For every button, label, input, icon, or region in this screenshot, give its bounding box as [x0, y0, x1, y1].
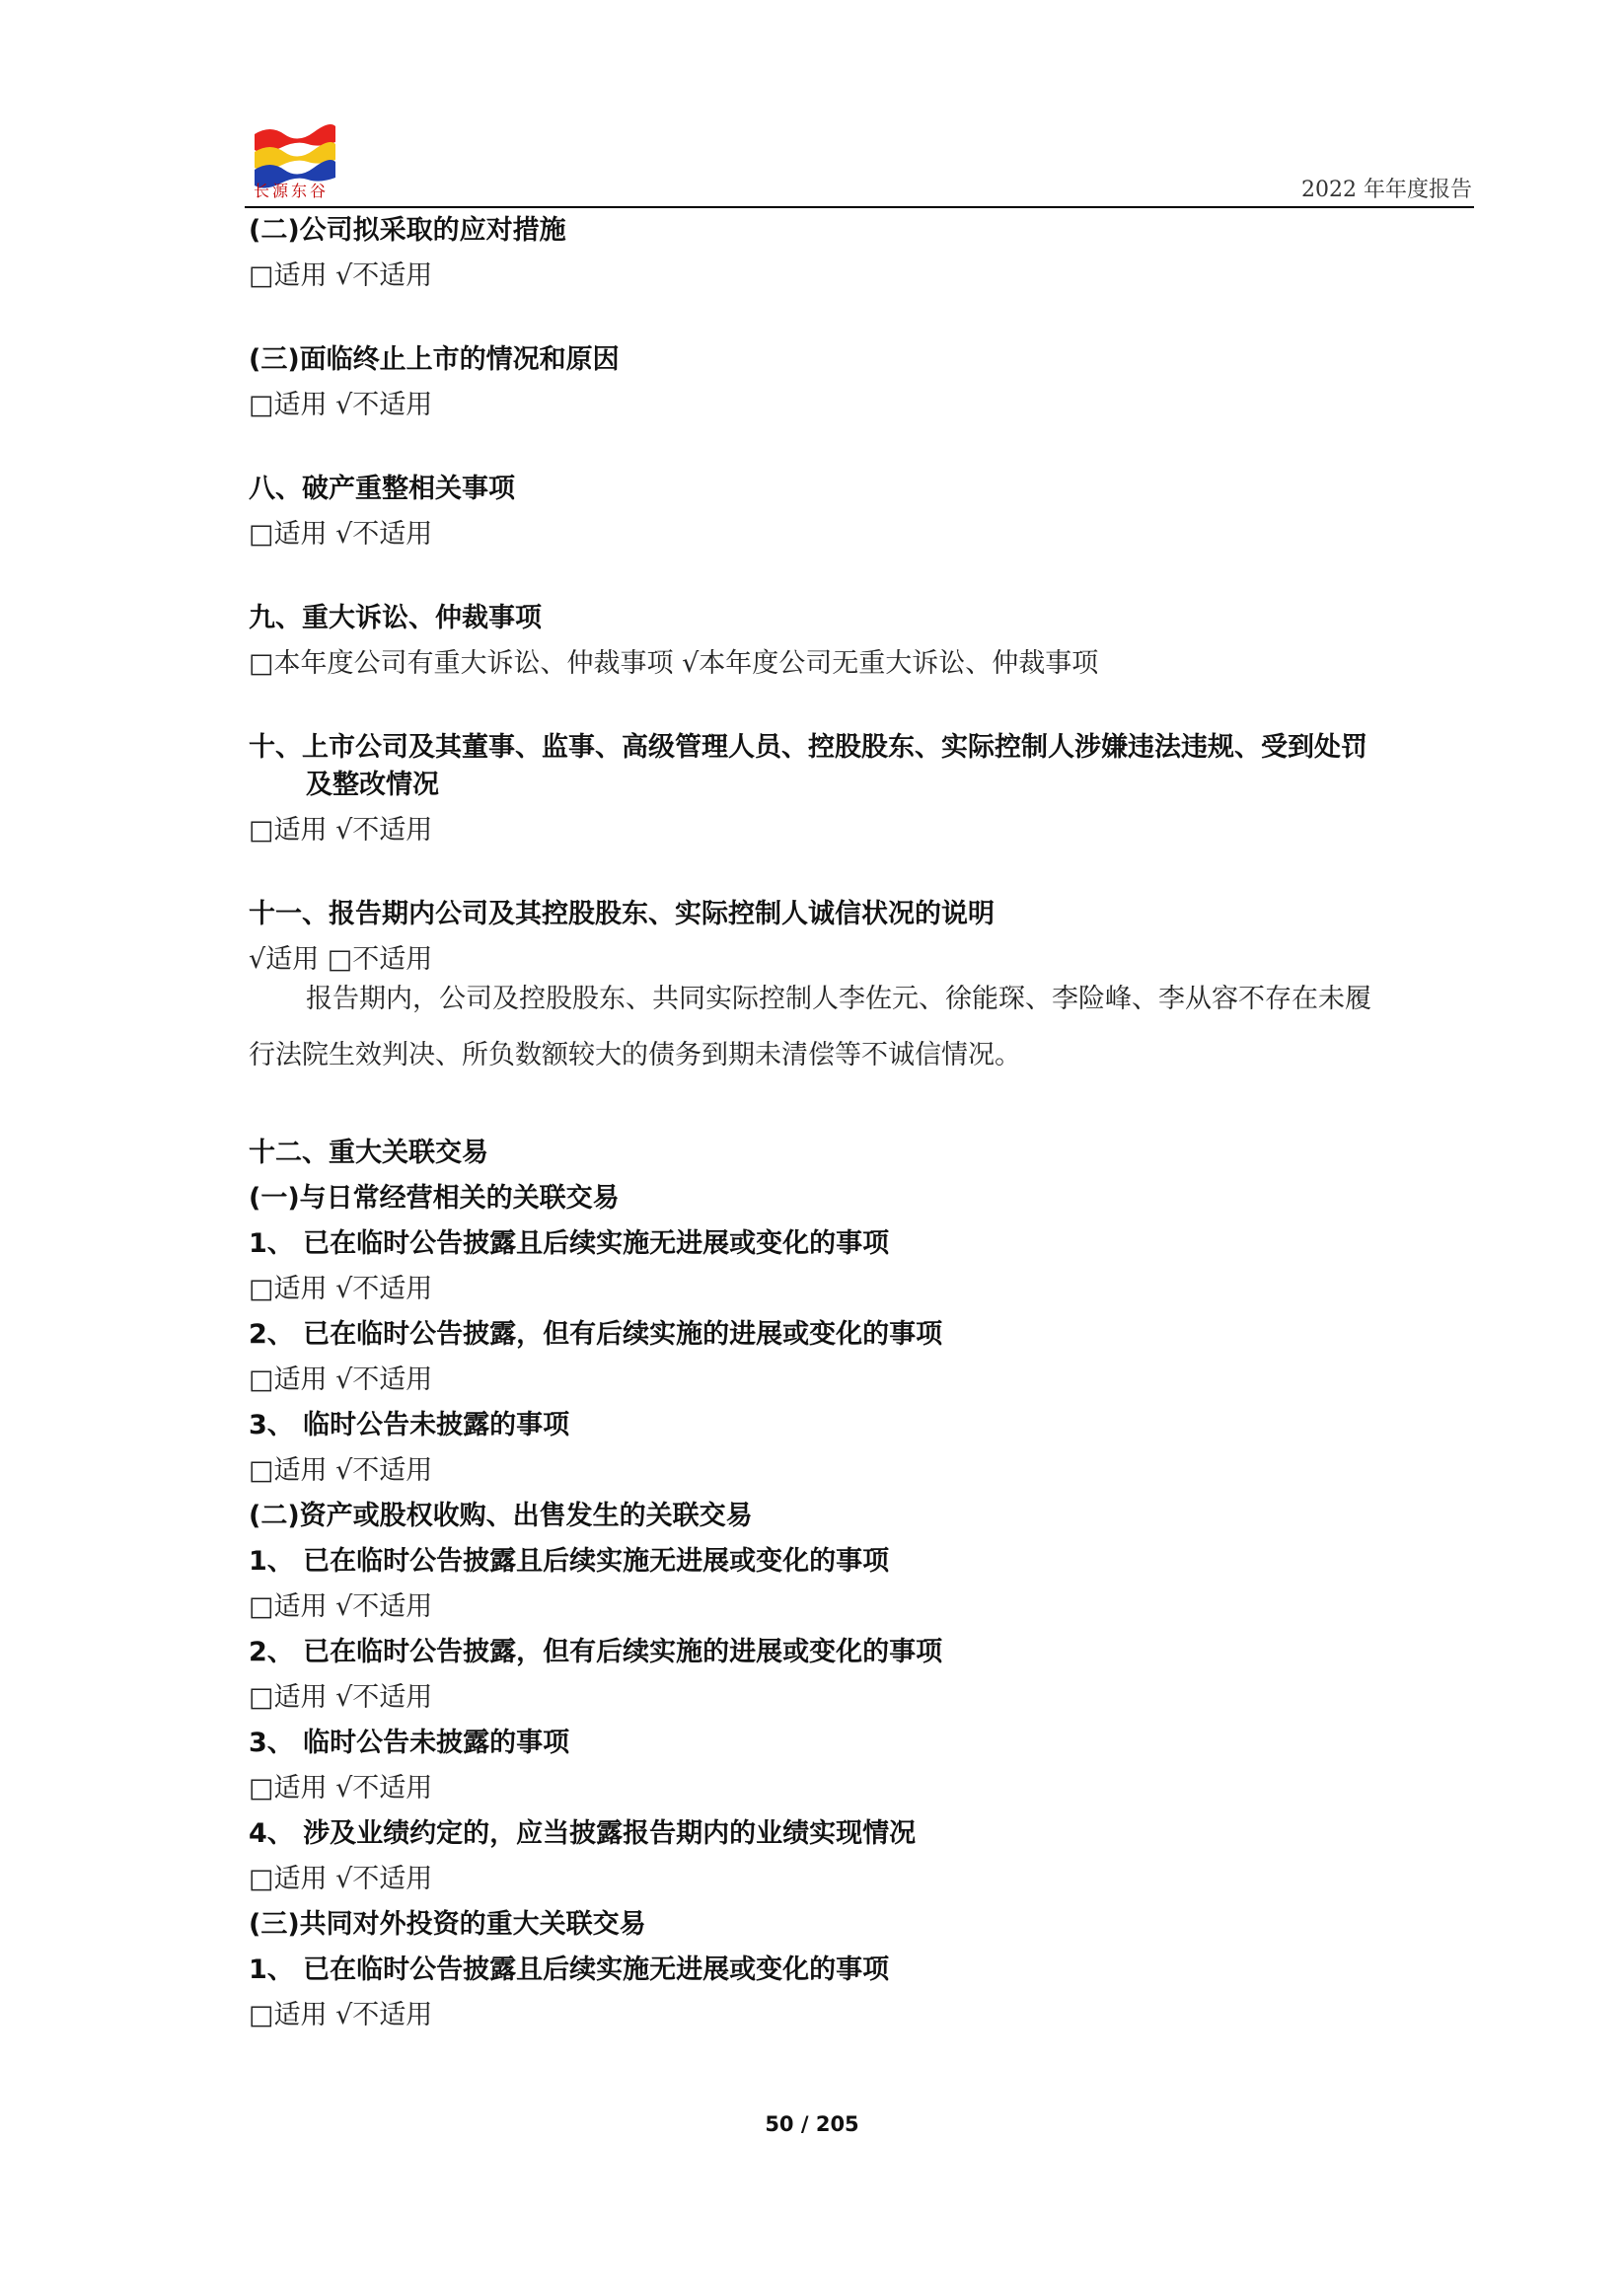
- applicability-option: □适用 √不适用: [249, 1364, 433, 1395]
- section-heading: 十、上市公司及其董事、监事、高级管理人员、控股股东、实际控制人涉嫌违法违规、受到处罚: [249, 732, 1367, 763]
- section-heading: 十一、报告期内公司及其控股股东、实际控制人诚信状况的说明: [249, 899, 995, 929]
- item-heading: 1、 已在临时公告披露且后续实施无进展或变化的事项: [249, 1228, 890, 1259]
- applicability-option: □适用 √不适用: [249, 1591, 433, 1622]
- section-heading: 九、重大诉讼、仲裁事项: [249, 603, 542, 633]
- body-paragraph: 行法院生效判决、所负数额较大的债务到期未清偿等不诚信情况。: [249, 1040, 1021, 1070]
- logo-text: 长源东谷: [254, 182, 330, 200]
- applicability-option: □适用 √不适用: [249, 390, 433, 420]
- subsection-heading: (二)资产或股权收购、出售发生的关联交易: [249, 1501, 753, 1531]
- body-paragraph: 报告期内，公司及控股股东、共同实际控制人李佐元、徐能琛、李险峰、李从容不存在未履: [306, 984, 1371, 1014]
- applicability-option: □适用 √不适用: [249, 2000, 433, 2030]
- applicability-option: □适用 √不适用: [249, 1455, 433, 1486]
- section-heading: (三)面临终止上市的情况和原因: [249, 344, 620, 375]
- section-heading-continued: 及整改情况: [306, 770, 439, 800]
- item-heading: 1、 已在临时公告披露且后续实施无进展或变化的事项: [249, 1546, 890, 1577]
- applicability-option: √适用 □不适用: [249, 944, 433, 975]
- applicability-option: □适用 √不适用: [249, 519, 433, 550]
- applicability-option: □适用 √不适用: [249, 1864, 433, 1894]
- section-heading: (二)公司拟采取的应对措施: [249, 215, 566, 246]
- section-heading: 十二、重大关联交易: [249, 1138, 488, 1168]
- item-heading: 2、 已在临时公告披露，但有后续实施的进展或变化的事项: [249, 1319, 943, 1350]
- applicability-option: □适用 √不适用: [249, 260, 433, 291]
- applicability-option: □本年度公司有重大诉讼、仲裁事项 √本年度公司无重大诉讼、仲裁事项: [249, 648, 1099, 679]
- section-heading: 八、破产重整相关事项: [249, 474, 515, 504]
- subsection-heading: (三)共同对外投资的重大关联交易: [249, 1909, 646, 1940]
- applicability-option: □适用 √不适用: [249, 1773, 433, 1804]
- subsection-heading: (一)与日常经营相关的关联交易: [249, 1183, 620, 1214]
- report-title: 2022 年年度报告: [1301, 178, 1472, 202]
- applicability-option: □适用 √不适用: [249, 815, 433, 846]
- applicability-option: □适用 √不适用: [249, 1274, 433, 1304]
- page-number: 50 / 205: [765, 2112, 859, 2136]
- item-heading: 3、 临时公告未披露的事项: [249, 1728, 570, 1758]
- item-heading: 2、 已在临时公告披露，但有后续实施的进展或变化的事项: [249, 1637, 943, 1667]
- header-divider: [245, 206, 1474, 208]
- applicability-option: □适用 √不适用: [249, 1682, 433, 1713]
- item-heading: 4、 涉及业绩约定的，应当披露报告期内的业绩实现情况: [249, 1818, 917, 1849]
- item-heading: 1、 已在临时公告披露且后续实施无进展或变化的事项: [249, 1954, 890, 1985]
- item-heading: 3、 临时公告未披露的事项: [249, 1410, 570, 1440]
